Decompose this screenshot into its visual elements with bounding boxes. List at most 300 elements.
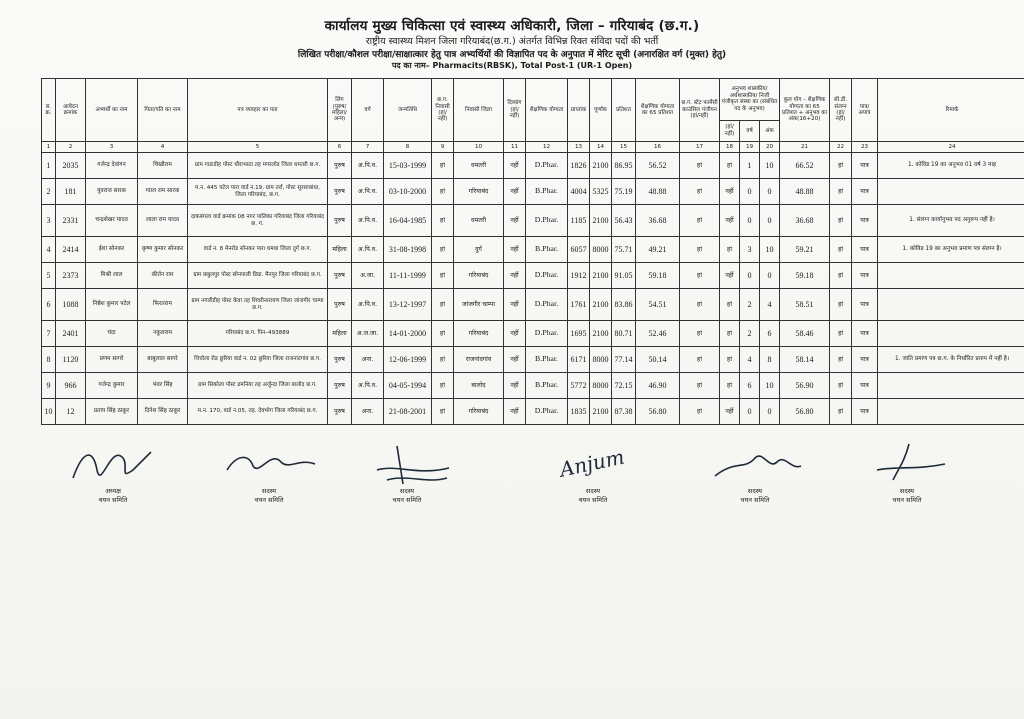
cell-eligible: पात्र <box>852 153 878 179</box>
header-qualification: शैक्षणिक योग्यता <box>526 79 568 142</box>
cell-name: प्रताप सिंह ठाकुर <box>86 399 138 425</box>
cell-address: म.न. 445 पटेल पारा वार्ड न.19, ग्राम तर्रा, पोस्ट सुरसाबांधा, जिला गरियाबंद, छ.ग. <box>188 179 328 205</box>
cell-dob: 03-10-2000 <box>384 179 432 205</box>
cell-category: अ.जा. <box>352 263 384 289</box>
cell-remark <box>878 399 1024 425</box>
cell-category: अना. <box>352 399 384 425</box>
cell-district: जांजगीर चाम्पा <box>454 289 504 321</box>
cell-disabled: नहीं <box>504 321 526 347</box>
cell-remark: 1. कोविड 19 का अनुभव 01 वर्ष 3 माह <box>878 153 1024 179</box>
column-number: 6 <box>328 142 352 153</box>
cell-sno: 3 <box>42 205 56 237</box>
table-row <box>42 321 1024 347</box>
cell-total: 2100 <box>590 321 612 347</box>
cell-district: धमतरी <box>454 205 504 237</box>
signature-committee: चयन समिति <box>392 496 422 504</box>
cell-sno: 8 <box>42 347 56 373</box>
cell-name: प्रणम सागरे <box>86 347 138 373</box>
cell-eligible: पात्र <box>852 347 878 373</box>
cell-percent: 80.71 <box>612 321 636 347</box>
column-number: 11 <box>504 142 526 153</box>
cell-exp: हां <box>720 153 740 179</box>
cell-merit: 48.88 <box>636 179 680 205</box>
cell-name: गजेन्द्र कुमार <box>86 373 138 399</box>
header-attached: सी.डी. संलग्न (हां/ नहीं) <box>830 79 852 142</box>
cell-district: राजनांदगांव <box>454 347 504 373</box>
header-dob: जन्मतिथि <box>384 79 432 142</box>
cell-qual: B.Phar. <box>526 179 568 205</box>
cell-district: दुर्ग <box>454 237 504 263</box>
cell-year: 4 <box>740 347 760 373</box>
cell-remark <box>878 321 1024 347</box>
column-number: 1 <box>42 142 56 153</box>
cell-council: हां <box>680 179 720 205</box>
cell-dob: 04-05-1994 <box>384 373 432 399</box>
cell-obtained: 1912 <box>568 263 590 289</box>
cell-app: 2331 <box>56 205 86 237</box>
cell-marks: 10 <box>760 237 780 263</box>
cell-year: 0 <box>740 179 760 205</box>
cell-dob: 16-04-1985 <box>384 205 432 237</box>
signature-committee: चयन समिति <box>98 496 128 504</box>
handwritten-signature <box>543 440 643 488</box>
cell-attached: हां <box>830 373 852 399</box>
signature-committee: चयन समिति <box>740 496 770 504</box>
cell-qual: D.Phar. <box>526 205 568 237</box>
table-row <box>42 399 1024 425</box>
cell-gender: पुरुष <box>328 205 352 237</box>
column-number: 16 <box>636 142 680 153</box>
header-father-name: पिता/पति का नाम <box>138 79 188 142</box>
cell-disabled: नहीं <box>504 373 526 399</box>
cell-total: 8000 <box>590 347 612 373</box>
cell-address: ग्राम गाडाडीह पोस्ट धौराभाठा तह मगरलोड जिला धमतरी छ.ग. <box>188 153 328 179</box>
cell-name: युवराज सारक <box>86 179 138 205</box>
header-application-no: आवेदन क्रमांक <box>56 79 86 142</box>
cell-sno: 5 <box>42 263 56 289</box>
cell-obtained: 4004 <box>568 179 590 205</box>
cell-total: 2100 <box>590 153 612 179</box>
cell-exp: हां <box>720 237 740 263</box>
cell-eligible: पात्र <box>852 321 878 347</box>
header-obtained: प्राप्तांक <box>568 79 590 142</box>
cell-name: मिश्री लाल <box>86 263 138 289</box>
cell-district: गरियाबंद <box>454 321 504 347</box>
cell-attached: हां <box>830 321 852 347</box>
header-exp-yesno: (हां/ नहीं) <box>720 120 740 141</box>
cell-sno: 7 <box>42 321 56 347</box>
cell-category: अ.पि.व. <box>352 153 384 179</box>
merit-rows <box>42 153 1024 425</box>
header-merit-65: शैक्षणिक योग्यता का 65 प्रतिशत <box>636 79 680 142</box>
column-number: 5 <box>188 142 328 153</box>
header-experience: अनुभव शासकीय/ अर्धशासकीय/ निजी पंजीकृत संस्था का (संबंधित पद के अनुभव) <box>720 79 780 121</box>
cell-disabled: नहीं <box>504 399 526 425</box>
cell-marks: 0 <box>760 399 780 425</box>
signature-role: सदस्य <box>585 487 601 495</box>
cell-name: चन्द्रशेखर यादव <box>86 205 138 237</box>
cell-year: 1 <box>740 153 760 179</box>
cell-obtained: 1185 <box>568 205 590 237</box>
cell-remark <box>878 179 1024 205</box>
cell-sno: 6 <box>42 289 56 321</box>
cell-category: अना. <box>352 347 384 373</box>
cell-grand: 59.18 <box>780 263 830 289</box>
cell-grand: 58.14 <box>780 347 830 373</box>
cell-year: 2 <box>740 321 760 347</box>
handwritten-signature <box>705 440 805 488</box>
cell-father: बाबूलाल सागरे <box>138 347 188 373</box>
handwritten-signature <box>219 440 319 488</box>
signature-role: सदस्य <box>261 487 277 495</box>
cell-marks: 10 <box>760 373 780 399</box>
cell-percent: 75.71 <box>612 237 636 263</box>
cell-merit: 52.46 <box>636 321 680 347</box>
cell-attached: हां <box>830 179 852 205</box>
column-number: 21 <box>780 142 830 153</box>
cell-disabled: नहीं <box>504 153 526 179</box>
table-row <box>42 237 1024 263</box>
cell-merit: 59.18 <box>636 263 680 289</box>
cell-percent: 91.05 <box>612 263 636 289</box>
column-number: 13 <box>568 142 590 153</box>
cell-address: गरियाबंद छ.ग. पिन–493889 <box>188 321 328 347</box>
table-row <box>42 347 1024 373</box>
header-candidate-name: अभ्यर्थी का नाम <box>86 79 138 142</box>
cell-father: दिनेश सिंह ठाकुर <box>138 399 188 425</box>
cell-year: 3 <box>740 237 760 263</box>
cell-dob: 31-08-1998 <box>384 237 432 263</box>
cell-year: 0 <box>740 399 760 425</box>
cell-address: ग्राम छबुलपुर पोस्ट सोनपाली डिग्रा. मैनपुर जिला गरियाबंद छ.ग. <box>188 263 328 289</box>
cell-qual: B.Phar. <box>526 347 568 373</box>
cell-marks: 0 <box>760 179 780 205</box>
cell-total: 2100 <box>590 289 612 321</box>
cell-name: चंदा <box>86 321 138 347</box>
mission-subtitle: राष्ट्रीय स्वास्थ्य मिशन जिला गरियाबंद(छ.ग.) अंतर्गत विभिन्न रिक्त संविदा पदों की भर्ती <box>365 36 659 47</box>
column-number: 12 <box>526 142 568 153</box>
cell-category: अ.पि.व. <box>352 237 384 263</box>
cell-cg: हां <box>432 289 454 321</box>
cell-cg: हां <box>432 373 454 399</box>
cell-father: कीर्तन राम <box>138 263 188 289</box>
cell-obtained: 6057 <box>568 237 590 263</box>
table-row <box>42 179 1024 205</box>
cell-disabled: नहीं <box>504 289 526 321</box>
cell-cg: हां <box>432 321 454 347</box>
column-number: 9 <box>432 142 454 153</box>
cell-exp: नहीं <box>720 205 740 237</box>
cell-total: 8000 <box>590 373 612 399</box>
cell-remark <box>878 373 1024 399</box>
cell-marks: 8 <box>760 347 780 373</box>
cell-grand: 56.80 <box>780 399 830 425</box>
cell-council: हां <box>680 263 720 289</box>
column-number: 10 <box>454 142 504 153</box>
cell-eligible: पात्र <box>852 373 878 399</box>
cell-app: 2414 <box>56 237 86 263</box>
cell-disabled: नहीं <box>504 263 526 289</box>
cell-sno: 1 <box>42 153 56 179</box>
cell-attached: हां <box>830 347 852 373</box>
cell-app: 2373 <box>56 263 86 289</box>
cell-obtained: 1761 <box>568 289 590 321</box>
cell-exp: हां <box>720 373 740 399</box>
header-eligible: पात्र/ अपात्र <box>852 79 878 142</box>
cell-gender: पुरुष <box>328 373 352 399</box>
cell-app: 12 <box>56 399 86 425</box>
cell-exp: नहीं <box>720 179 740 205</box>
column-number: 2 <box>56 142 86 153</box>
cell-marks: 10 <box>760 153 780 179</box>
cell-disabled: नहीं <box>504 179 526 205</box>
cell-attached: हां <box>830 263 852 289</box>
cell-exp: हां <box>720 347 740 373</box>
header-disabled: दिव्यांग (हां/ नहीं) <box>504 79 526 142</box>
cell-cg: हां <box>432 205 454 237</box>
cell-father: भंवर सिंह <box>138 373 188 399</box>
cell-attached: हां <box>830 237 852 263</box>
cell-address: वार्ड न. 8 मेनरोड सोनकर पारा धमधा जिला दुर्ग छ.ग. <box>188 237 328 263</box>
column-number: 17 <box>680 142 720 153</box>
cell-total: 2100 <box>590 263 612 289</box>
cell-council: हां <box>680 205 720 237</box>
table-row <box>42 263 1024 289</box>
cell-eligible: पात्र <box>852 179 878 205</box>
cell-marks: 0 <box>760 205 780 237</box>
column-number: 20 <box>760 142 780 153</box>
cell-merit: 54.51 <box>636 289 680 321</box>
cell-sno: 2 <box>42 179 56 205</box>
cell-remark: 1. कोविड 19 का अनुभव प्रमाण पत्र संलग्न है। <box>878 237 1024 263</box>
post-name: पद का नाम– Pharmacits(RBSK), Total Post-1 (UR-1 Open) <box>391 61 633 70</box>
cell-percent: 77.14 <box>612 347 636 373</box>
cell-name: ईशा सोनकर <box>86 237 138 263</box>
cell-district: गरियाबंद <box>454 399 504 425</box>
cell-address: ग्राम सिकोला पोस्ट डमनिया तह अर्जुन्दा जिला बालोद छ.ग. <box>188 373 328 399</box>
cell-percent: 56.43 <box>612 205 636 237</box>
column-number: 4 <box>138 142 188 153</box>
office-title: कार्यालय मुख्य चिकित्सा एवं स्वास्थ्य अधिकारी, जिला – गरियाबंद (छ.ग.) <box>324 18 700 34</box>
cell-gender: महिला <box>328 321 352 347</box>
cell-obtained: 5772 <box>568 373 590 399</box>
signature-role: सदस्य <box>747 487 763 495</box>
cell-total: 5325 <box>590 179 612 205</box>
cell-cg: हां <box>432 237 454 263</box>
cell-council: हां <box>680 373 720 399</box>
column-number: 8 <box>384 142 432 153</box>
signature-committee: चयन समिति <box>578 496 608 504</box>
header-total: पूर्णांक <box>590 79 612 142</box>
signature-3 <box>352 440 462 504</box>
cell-grand: 66.52 <box>780 153 830 179</box>
cell-sno: 4 <box>42 237 56 263</box>
header-address: पत्र व्यवहार का पता <box>188 79 328 142</box>
table-row <box>42 153 1024 179</box>
cell-council: हां <box>680 153 720 179</box>
cell-attached: हां <box>830 153 852 179</box>
signature-4 <box>538 440 648 504</box>
cell-dob: 21-08-2001 <box>384 399 432 425</box>
cell-sno: 9 <box>42 373 56 399</box>
cell-disabled: नहीं <box>504 347 526 373</box>
cell-category: अ.पि.व. <box>352 205 384 237</box>
column-number-row <box>42 142 1024 153</box>
column-number: 23 <box>852 142 878 153</box>
signature-1 <box>58 440 168 504</box>
signature-committee: चयन समिति <box>892 496 922 504</box>
cell-percent: 87.38 <box>612 399 636 425</box>
column-number: 24 <box>878 142 1024 153</box>
signature-role: अध्यक्ष <box>105 487 121 495</box>
table-row <box>42 373 1024 399</box>
header-percent: प्रतिशत <box>612 79 636 142</box>
cell-percent: 75.19 <box>612 179 636 205</box>
cell-merit: 46.90 <box>636 373 680 399</box>
cell-remark <box>878 263 1024 289</box>
cell-category: अ.पि.व. <box>352 179 384 205</box>
cell-exp: हां <box>720 321 740 347</box>
cell-dob: 15-03-1999 <box>384 153 432 179</box>
cell-year: 2 <box>740 289 760 321</box>
cell-exp: नहीं <box>720 399 740 425</box>
signature-6 <box>852 440 962 504</box>
cell-name: निष्ठेश कुमार पटेल <box>86 289 138 321</box>
cell-grand: 48.88 <box>780 179 830 205</box>
cell-obtained: 1695 <box>568 321 590 347</box>
cell-district: गरियाबंद <box>454 263 504 289</box>
signature-committee: चयन समिति <box>254 496 284 504</box>
cell-year: 0 <box>740 263 760 289</box>
cell-eligible: पात्र <box>852 399 878 425</box>
column-number: 3 <box>86 142 138 153</box>
cell-percent: 86.95 <box>612 153 636 179</box>
header-grand-total: कुल योग – शैक्षणिक योग्यता का 65 प्रतिशत + अनुभव का अंक(16+20) <box>780 79 830 142</box>
signature-5 <box>700 440 810 504</box>
cell-exp: हां <box>720 289 740 321</box>
table-row <box>42 289 1024 321</box>
cell-gender: पुरुष <box>328 399 352 425</box>
column-number: 22 <box>830 142 852 153</box>
cell-year: 6 <box>740 373 760 399</box>
cell-dob: 12-06-1999 <box>384 347 432 373</box>
cell-obtained: 1835 <box>568 399 590 425</box>
header-council: छ.ग. स्टेट फार्मेसी काउंसिल पंजीयन (हां/नहीं) <box>680 79 720 142</box>
column-number: 18 <box>720 142 740 153</box>
header-exp-marks: अंक <box>760 120 780 141</box>
cell-grand: 36.68 <box>780 205 830 237</box>
cell-sno: 10 <box>42 399 56 425</box>
cell-dob: 13-12-1997 <box>384 289 432 321</box>
cell-marks: 6 <box>760 321 780 347</box>
cell-qual: B.Phar. <box>526 237 568 263</box>
cell-gender: पुरुष <box>328 347 352 373</box>
cell-address: ग्राम नगारीडीह पोस्ट केवा तह शिवरीनारायण जिला जांजगीर चाम्पा छ.ग. <box>188 289 328 321</box>
header-category: वर्ग <box>352 79 384 142</box>
cell-remark: 1. संलग्न कार्यानुभव पद अनुरूप नहीं है। <box>878 205 1024 237</box>
cell-remark <box>878 289 1024 321</box>
cell-gender: पुरुष <box>328 263 352 289</box>
cell-address: म.न. 170, वार्ड न.05, तह. देवभोग जिला गरियाबंद छ.ग. <box>188 399 328 425</box>
cell-father: चिखौराम <box>138 153 188 179</box>
cell-eligible: पात्र <box>852 205 878 237</box>
cell-category: अ.पि.व. <box>352 289 384 321</box>
cell-council: हां <box>680 321 720 347</box>
header-district: निवासी जिला <box>454 79 504 142</box>
cell-father: नकुलराम <box>138 321 188 347</box>
cell-council: हां <box>680 237 720 263</box>
cell-total: 8000 <box>590 237 612 263</box>
cell-council: हां <box>680 399 720 425</box>
cell-qual: D.Phar. <box>526 321 568 347</box>
cell-percent: 83.86 <box>612 289 636 321</box>
cell-father: फिरतराम <box>138 289 188 321</box>
cell-district: बालोद <box>454 373 504 399</box>
handwritten-signature <box>857 440 957 488</box>
cell-father: लाला राम यादव <box>138 205 188 237</box>
cell-merit: 49.21 <box>636 237 680 263</box>
cell-dob: 11-11-1999 <box>384 263 432 289</box>
cell-exp: नहीं <box>720 263 740 289</box>
cell-obtained: 1826 <box>568 153 590 179</box>
cell-grand: 58.46 <box>780 321 830 347</box>
cell-year: 0 <box>740 205 760 237</box>
cell-marks: 0 <box>760 263 780 289</box>
cell-attached: हां <box>830 289 852 321</box>
cell-gender: पुरुष <box>328 153 352 179</box>
cell-cg: हां <box>432 263 454 289</box>
cell-gender: पुरुष <box>328 179 352 205</box>
cell-grand: 58.51 <box>780 289 830 321</box>
svg-text:Anjum: Anjum <box>557 444 627 482</box>
handwritten-signature <box>63 440 163 488</box>
column-number: 14 <box>590 142 612 153</box>
cell-disabled: नहीं <box>504 205 526 237</box>
cell-percent: 72.15 <box>612 373 636 399</box>
cell-cg: हां <box>432 179 454 205</box>
cell-eligible: पात्र <box>852 289 878 321</box>
header-remark: रिमार्क <box>878 79 1024 142</box>
table-row <box>42 205 1024 237</box>
header-sno: स. क्र. <box>42 79 56 142</box>
cell-district: धमतरी <box>454 153 504 179</box>
cell-cg: हां <box>432 153 454 179</box>
header-exp-year: वर्ष <box>740 120 760 141</box>
signature-2 <box>214 440 324 504</box>
cell-merit: 36.68 <box>636 205 680 237</box>
cell-gender: महिला <box>328 237 352 263</box>
merit-table <box>41 78 1024 425</box>
cell-grand: 56.90 <box>780 373 830 399</box>
cell-obtained: 6171 <box>568 347 590 373</box>
cell-grand: 59.21 <box>780 237 830 263</box>
cell-name: गजेन्द्र देवांगन <box>86 153 138 179</box>
cell-council: हां <box>680 289 720 321</box>
cell-app: 1120 <box>56 347 86 373</box>
cell-category: अ.ज.जा. <box>352 321 384 347</box>
cell-marks: 4 <box>760 289 780 321</box>
signature-role: सदस्य <box>399 487 415 495</box>
cell-father: कृष्ण कुमार सोनकर <box>138 237 188 263</box>
cell-qual: D.Phar. <box>526 399 568 425</box>
cell-address: चिचोला रोड छुरिया वार्ड न. 02 छुरिया जिला राजनांदगांव छ.ग. <box>188 347 328 373</box>
cell-qual: D.Phar. <box>526 153 568 179</box>
cell-merit: 50.14 <box>636 347 680 373</box>
column-number: 7 <box>352 142 384 153</box>
cell-gender: पुरुष <box>328 289 352 321</box>
cell-eligible: पात्र <box>852 237 878 263</box>
cell-cg: हां <box>432 399 454 425</box>
